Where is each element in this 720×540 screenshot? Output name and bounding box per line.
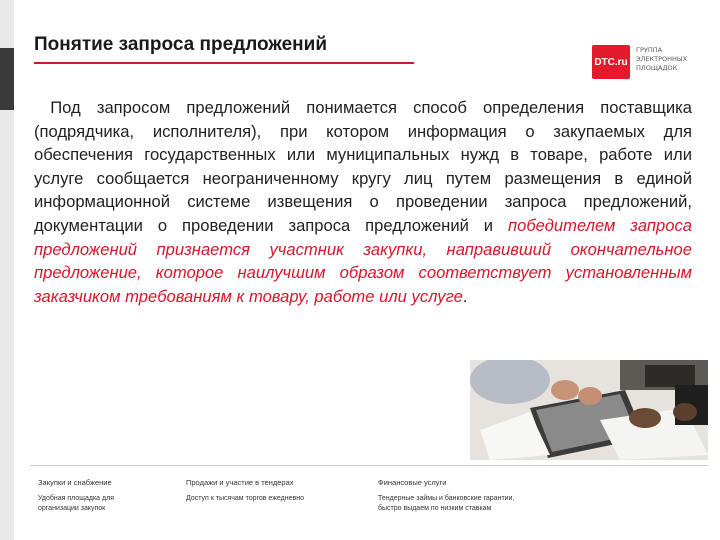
- logo-caption-line: ГРУППА: [636, 46, 663, 54]
- footer-heading: Финансовые услуги: [378, 478, 447, 487]
- definition-paragraph: [34, 96, 692, 308]
- definition-end: .: [462, 286, 468, 306]
- definition-text: Под запросом предложений понимается способ определения поставщика (подрядчика, исполнителя), при котором информация о закупаемых для обеспечения государственных или муниципальных нужд в товаре, работе или услуге сообщается неограниченному кругу лиц путем размещения в единой информационной системе извещения о проведении запроса предложений, документации о проведении запроса предложений и: [34, 98, 692, 235]
- page-title: Понятие запроса предложений: [34, 34, 328, 55]
- footer-text: Тендерные займы и банковские гарантии,: [378, 495, 515, 502]
- footer-heading: Продажи и участие в тендерах: [186, 478, 294, 487]
- footer-column-finance: [378, 478, 578, 514]
- footer-text: организации закупок: [38, 505, 106, 512]
- logo-mark: DTC.ru: [592, 45, 630, 79]
- footer-text: Удобная площадка для: [38, 495, 114, 502]
- people-at-laptop-photo: [470, 360, 708, 460]
- logo-caption: [636, 46, 696, 73]
- left-accent-block: [0, 48, 14, 110]
- winner-definition-highlight: победителем запроса предложений признается участник закупки, направивший окончательное предложение, которое наилучшим образом соответствует установленным заказчиком требованиям к товару, работе или услуге: [34, 215, 692, 306]
- footer-column-sales: [186, 478, 366, 504]
- footer-divider: [30, 465, 708, 466]
- footer-text: Доступ к тысячам торгов ежедневно: [186, 495, 304, 502]
- logo-caption-line: ЭЛЕКТРОННЫХ: [636, 55, 688, 63]
- company-logo: [592, 43, 692, 81]
- title-underline: [34, 62, 414, 64]
- footer-text: быстро выдаем по низким ставкам: [378, 505, 492, 512]
- logo-caption-line: ПЛОЩАДОК: [636, 64, 678, 72]
- photo-illustration: [470, 360, 708, 460]
- footer-column-procurement: [38, 478, 178, 514]
- footer-heading: Закупки и снабжение: [38, 478, 112, 487]
